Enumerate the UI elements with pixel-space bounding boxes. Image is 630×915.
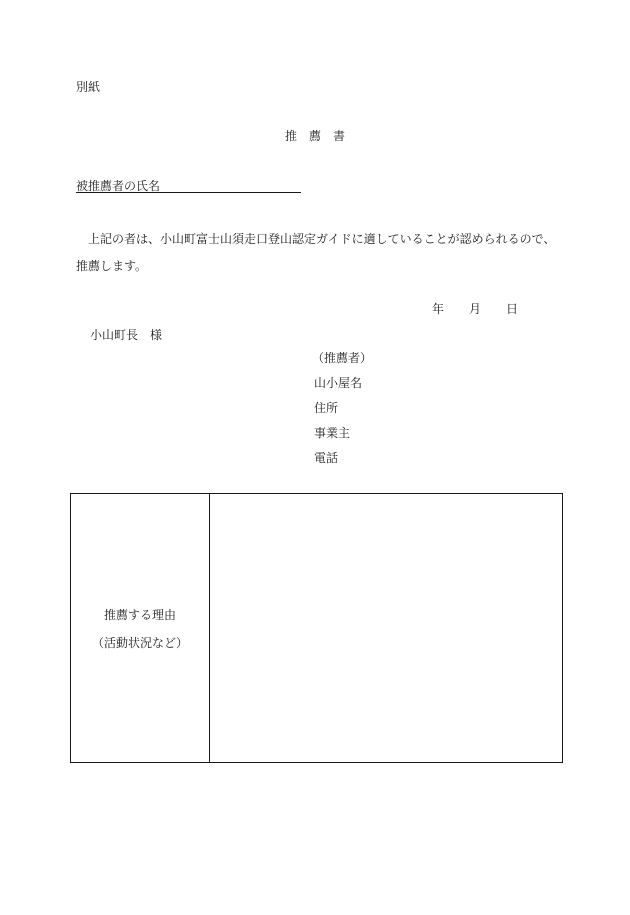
reason-table [70, 493, 563, 763]
date-day: 日 [506, 302, 519, 316]
date-year: 年 [432, 302, 445, 316]
reason-value-cell[interactable] [210, 494, 562, 762]
phone-label: 電話 [314, 451, 339, 465]
address-label: 住所 [314, 401, 339, 415]
recommendation-body [76, 226, 566, 280]
reason-sublabel: （活動状況など） [91, 635, 188, 650]
reason-label: 推薦する理由 [103, 607, 176, 622]
document-title: 推 薦 書 [284, 129, 345, 143]
mountain-hut-name-label: 山小屋名 [314, 376, 363, 390]
date-month: 月 [469, 302, 482, 316]
reason-label-cell [71, 494, 209, 762]
nominee-name-label: 被推薦者の氏名 [76, 179, 161, 193]
body-line-2: 推薦します。 [76, 259, 148, 273]
annex-label: 別紙 [76, 80, 101, 94]
date-line [432, 303, 518, 315]
addressee: 小山町長 様 [90, 328, 163, 342]
body-line-1: 上記の者は、小山町富士山須走口登山認定ガイドに適していることが認められるので、 [88, 232, 556, 246]
operator-label: 事業主 [314, 426, 351, 440]
recommender-heading: （推薦者） [312, 351, 373, 365]
nominee-name-underline[interactable] [76, 192, 301, 193]
